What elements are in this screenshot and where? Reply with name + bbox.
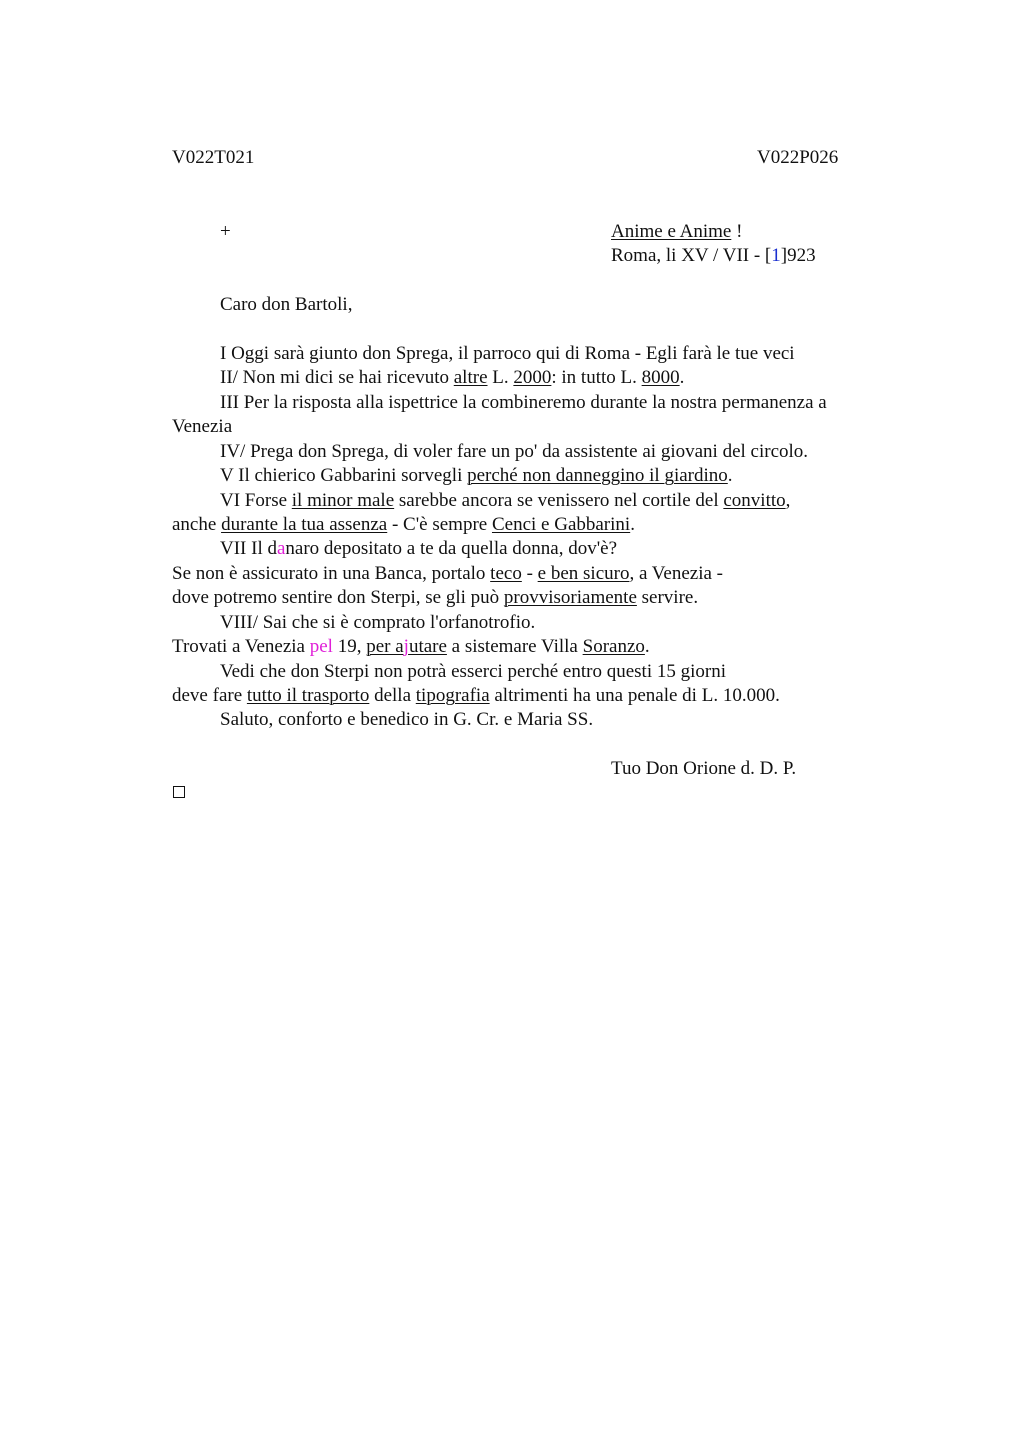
greeting: Caro don Bartoli, [220, 294, 353, 315]
paragraph-7-cont-2: dove potremo sentire don Sterpi, se gli può provvisoriamente servire. [172, 587, 699, 608]
paragraph-8: VIII/ Sai che si è comprato l'orfanotrofio. [220, 612, 536, 633]
paragraph-2: II/ Non mi dici se hai ricevuto altre L. 2000: in tutto L. 8000. [220, 367, 685, 388]
paragraph-9: Vedi che don Sterpi non potrà esserci perché entro questi 15 giorni [220, 661, 726, 682]
closing: Saluto, conforto e benedico in G. Cr. e Maria SS. [220, 709, 594, 730]
paragraph-6-cont: anche durante la tua assenza - C'è sempre Cenci e Gabbarini. [172, 514, 635, 535]
paragraph-7: VII Il danaro depositato a te da quella donna, dov'è? [220, 538, 618, 559]
paragraph-3-cont: Venezia [172, 416, 233, 437]
dateline: Roma, li XV / VII - [1]923 [611, 245, 816, 266]
end-marker-box [173, 786, 185, 798]
paragraph-3: III Per la risposta alla ispettrice la combineremo durante la nostra permanenza a [220, 392, 827, 413]
signature: Tuo Don Orione d. D. P. [611, 758, 797, 779]
paragraph-7-cont-1: Se non è assicurato in una Banca, portalo teco - e ben sicuro, a Venezia - [172, 563, 724, 584]
paragraph-5: V Il chierico Gabbarini sorvegli perché non danneggino il giardino. [220, 465, 733, 486]
document-code-left: V022T021 [172, 147, 255, 168]
motto: Anime e Anime ! [611, 221, 743, 242]
dateline-digit: 1 [771, 245, 781, 266]
paragraph-9-cont: deve fare tutto il trasporto della tipografia altrimenti ha una penale di L. 10.000. [172, 685, 780, 706]
paragraph-6: VI Forse il minor male sarebbe ancora se venissero nel cortile del convitto, [220, 490, 791, 511]
paragraph-4: IV/ Prega don Sprega, di voler fare un po' da assistente ai giovani del circolo. [220, 441, 809, 462]
paragraph-8-cont: Trovati a Venezia pel 19, per ajutare a sistemare Villa Soranzo. [172, 636, 650, 657]
document-code-right: V022P026 [757, 147, 839, 168]
motto-text: Anime e Anime [611, 221, 732, 242]
cross-mark: + [220, 221, 231, 242]
paragraph-1: I Oggi sarà giunto don Sprega, il parroco qui di Roma - Egli farà le tue veci [220, 343, 795, 364]
